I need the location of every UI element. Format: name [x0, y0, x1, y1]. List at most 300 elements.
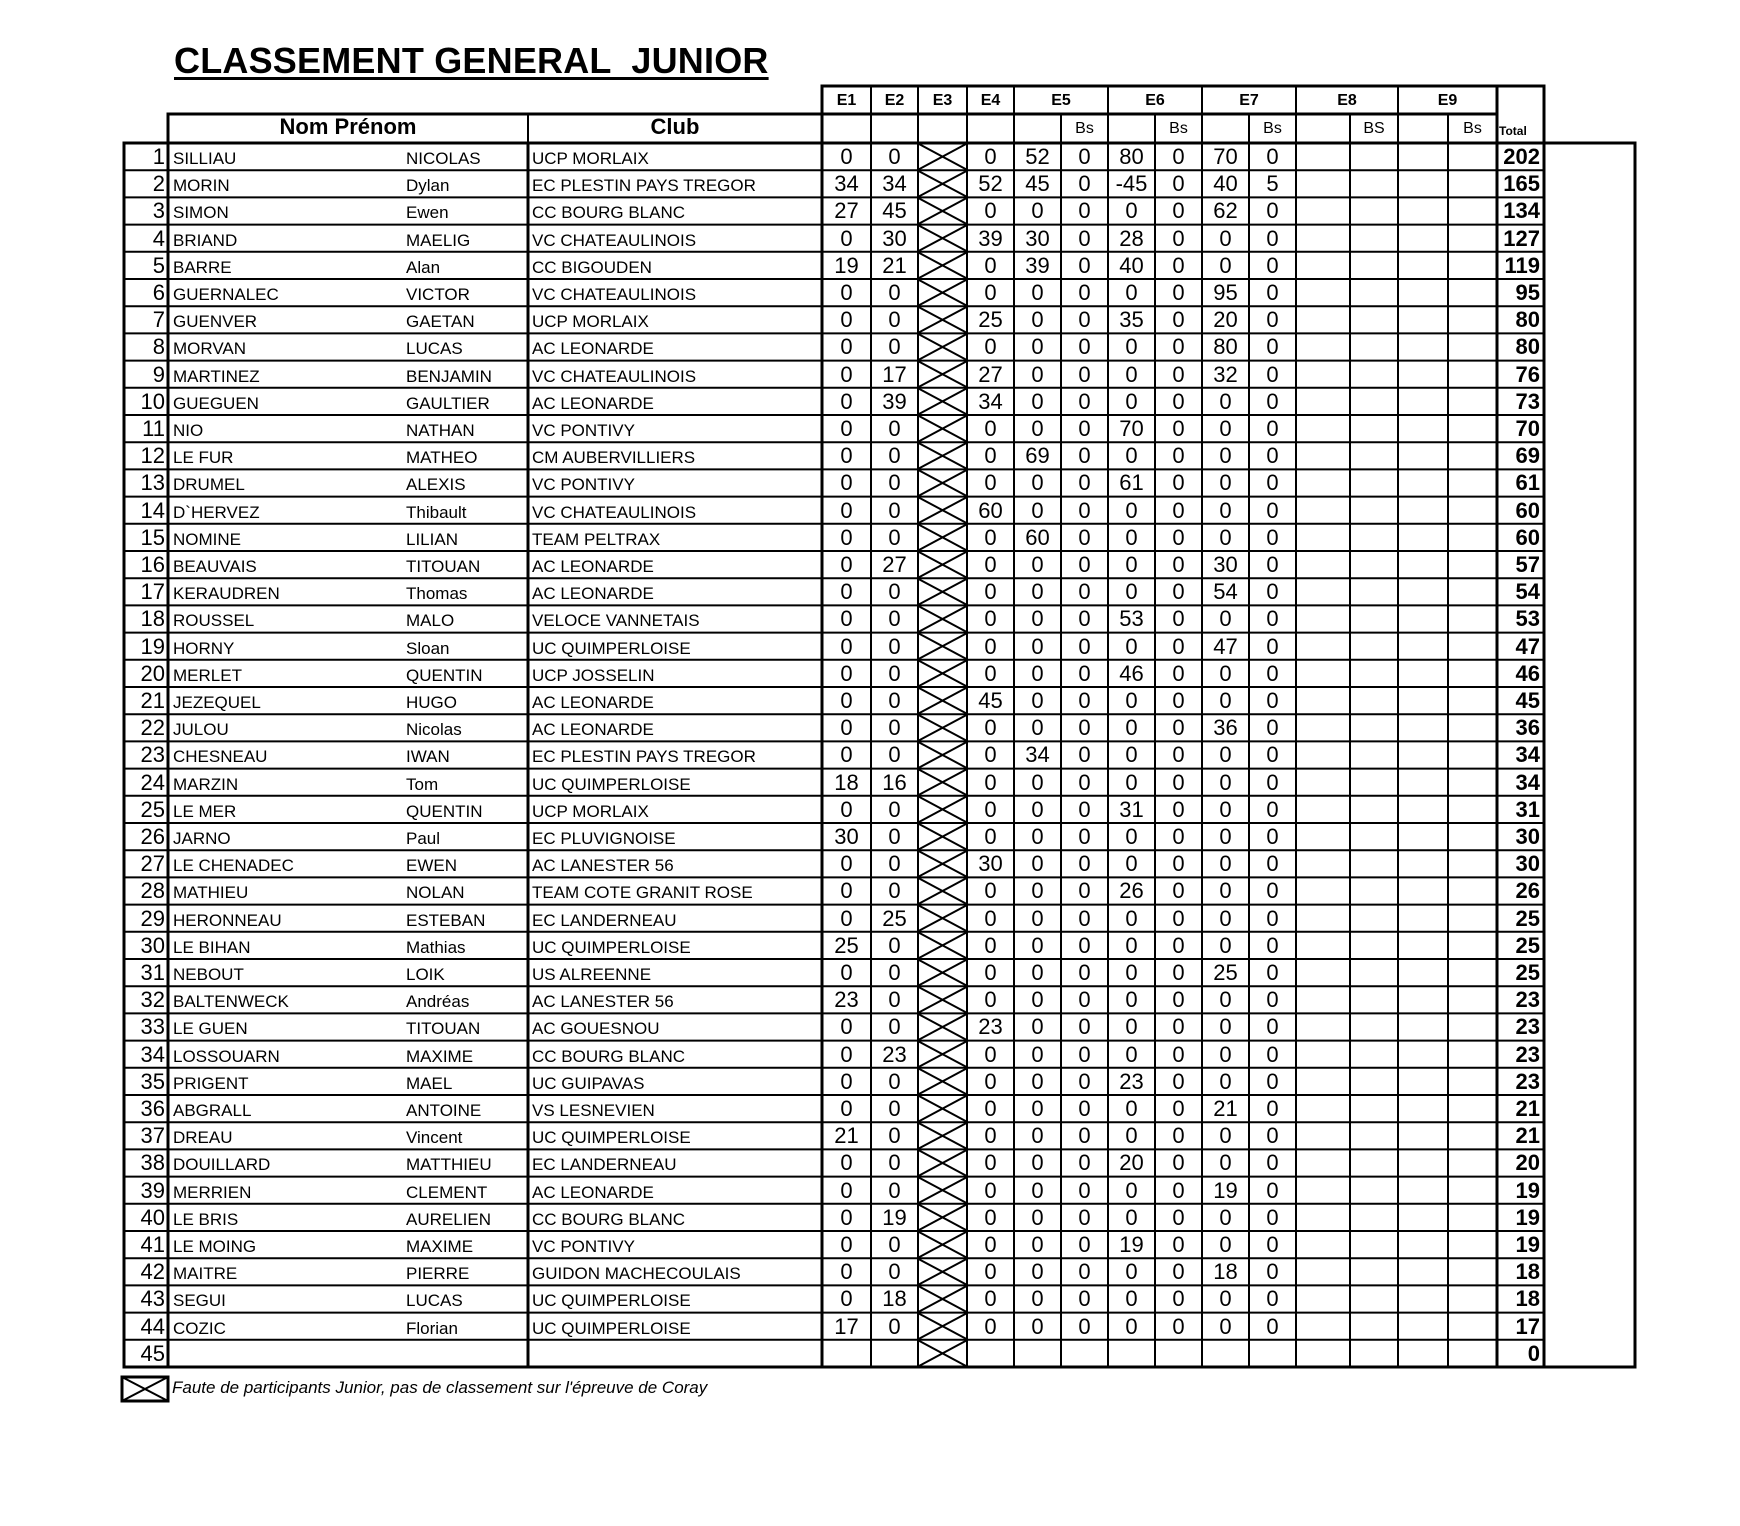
score-cell: 0: [984, 1259, 997, 1285]
score-cell: 27: [882, 552, 907, 577]
score-cell: [1296, 469, 1350, 496]
cross-box-icon: [919, 280, 966, 305]
score-cell: 0: [888, 443, 901, 469]
score-cell: 0: [1219, 878, 1232, 904]
score-cell: 30: [834, 824, 859, 849]
first-name-cell: TITOUAN: [406, 1019, 481, 1039]
score-cell: 0: [1219, 252, 1232, 278]
score-cell: 0: [1031, 824, 1044, 849]
club-cell: UC QUIMPERLOISE: [532, 937, 691, 957]
score-cell: [1350, 225, 1398, 252]
score-cell: 0: [840, 361, 853, 387]
score-cell: [1398, 551, 1448, 578]
club-cell: EC LANDERNEAU: [532, 1155, 677, 1175]
score-cell: 0: [1219, 416, 1232, 441]
score-cell: 0: [1078, 905, 1091, 931]
score-cell: 0: [1078, 361, 1091, 387]
score-cell: [1398, 1177, 1448, 1204]
score-cell: 0: [1031, 579, 1044, 605]
score-cell: 0: [1172, 878, 1185, 904]
score-cell: 0: [984, 1096, 997, 1121]
score-cell: 0: [888, 1014, 901, 1040]
score-cell: 0: [984, 987, 997, 1013]
score-cell: 19: [834, 252, 859, 278]
score-cell: 80: [1119, 144, 1144, 169]
score-cell: 0: [840, 960, 853, 985]
rank-cell: 37: [140, 1123, 165, 1149]
last-name-cell: CHESNEAU: [173, 747, 268, 767]
total-header: Total: [1499, 124, 1527, 138]
total-cell: 18: [1515, 1259, 1540, 1285]
club-cell: CC BIGOUDEN: [532, 257, 652, 277]
score-cell: 0: [1078, 1014, 1091, 1040]
cross-box-icon: [919, 198, 966, 223]
score-cell: 0: [1031, 470, 1044, 496]
score-cell: 0: [1266, 1259, 1279, 1285]
club-cell: AC LEONARDE: [532, 1182, 654, 1202]
score-cell: 0: [1172, 1177, 1185, 1203]
score-cell: 0: [1031, 1150, 1044, 1176]
club-cell: EC PLESTIN PAYS TREGOR: [532, 176, 756, 196]
score-cell: [1398, 524, 1448, 551]
score-cell: [1350, 905, 1398, 932]
score-cell: [1108, 1340, 1155, 1367]
score-cell: 0: [1172, 307, 1185, 333]
score-cell: 0: [1172, 1041, 1185, 1067]
score-cell: 0: [1219, 1232, 1232, 1257]
cross-box-icon: [919, 1178, 966, 1203]
score-cell: 0: [1219, 1014, 1232, 1040]
score-cell: 0: [1266, 1150, 1279, 1176]
score-cell: [1350, 714, 1398, 741]
last-name-cell: KERAUDREN: [173, 584, 280, 604]
score-cell: 0: [1172, 552, 1185, 577]
score-cell: [1350, 306, 1398, 333]
score-cell: [1296, 1149, 1350, 1176]
score-cell: 39: [978, 225, 1003, 251]
score-cell: 0: [840, 307, 853, 333]
rank-cell: 33: [140, 1014, 165, 1040]
score-cell: 0: [1266, 470, 1279, 496]
score-cell: [1448, 333, 1497, 360]
score-cell: 0: [840, 905, 853, 931]
score-cell: [1448, 986, 1497, 1013]
score-cell: 0: [1125, 1177, 1138, 1203]
rank-cell: 34: [140, 1041, 165, 1067]
total-cell: 23: [1515, 987, 1540, 1013]
score-cell: 0: [1031, 1286, 1044, 1312]
score-cell: 0: [984, 960, 997, 985]
score-cell: 0: [888, 497, 901, 523]
score-cell: 0: [1266, 416, 1279, 441]
rank-cell: 7: [152, 307, 165, 333]
score-cell: 0: [984, 769, 997, 795]
score-cell: [1448, 1285, 1497, 1312]
score-cell: 17: [834, 1313, 859, 1339]
score-cell: 19: [1119, 1232, 1144, 1257]
first-name-cell: MATTHIEU: [406, 1155, 492, 1175]
score-cell: 39: [882, 388, 907, 414]
cross-box-icon: [919, 1341, 966, 1366]
score-cell: 0: [1266, 225, 1279, 251]
score-cell: 0: [840, 524, 853, 550]
score-cell: 0: [1172, 905, 1185, 931]
last-name-cell: BARRE: [173, 257, 232, 277]
score-cell: 0: [1172, 1150, 1185, 1176]
score-cell: 19: [882, 1204, 907, 1230]
score-cell: [1398, 905, 1448, 932]
score-cell: [1350, 497, 1398, 524]
score-cell: [1448, 877, 1497, 904]
score-cell: 34: [882, 171, 907, 197]
club-cell: UC QUIMPERLOISE: [532, 638, 691, 658]
score-cell: 0: [840, 1068, 853, 1094]
score-cell: 0: [1031, 497, 1044, 523]
club-cell: AC LEONARDE: [532, 557, 654, 576]
score-cell: [1296, 143, 1350, 170]
score-cell: 70: [1119, 416, 1144, 441]
score-cell: 0: [1125, 334, 1138, 360]
first-name-cell: MATHEO: [406, 448, 478, 468]
score-cell: [1398, 605, 1448, 632]
score-cell: [1296, 850, 1350, 877]
total-cell: 26: [1515, 878, 1540, 904]
score-cell: 80: [1213, 334, 1238, 360]
score-cell: 0: [1031, 1259, 1044, 1285]
score-cell: 0: [984, 416, 997, 441]
score-cell: 0: [1266, 715, 1279, 741]
total-cell: 95: [1515, 280, 1540, 305]
score-cell: [1296, 905, 1350, 932]
score-cell: [1398, 877, 1448, 904]
score-cell: [1448, 823, 1497, 850]
cross-box-icon: [919, 906, 966, 931]
score-cell: [1296, 633, 1350, 660]
score-cell: 0: [1219, 851, 1232, 877]
score-cell: 0: [1219, 987, 1232, 1013]
cross-box-icon: [919, 498, 966, 523]
score-cell: 0: [888, 470, 901, 496]
score-cell: 46: [1119, 660, 1144, 686]
score-cell: 0: [1172, 932, 1185, 958]
rank-cell: 40: [140, 1204, 165, 1230]
rank-cell: 3: [152, 198, 165, 224]
score-cell: 0: [1219, 1204, 1232, 1230]
score-cell: 0: [984, 1123, 997, 1149]
rank-cell: 39: [140, 1177, 165, 1203]
cross-box-icon: [919, 634, 966, 659]
last-name-cell: SILLIAU: [173, 149, 237, 168]
legend-text: Faute de participants Junior, pas de classement sur l'épreuve de Coray: [172, 1378, 708, 1397]
score-cell: [1448, 1177, 1497, 1204]
score-cell: 0: [840, 1150, 853, 1176]
score-cell: [1398, 986, 1448, 1013]
score-cell: 0: [1031, 1313, 1044, 1339]
score-cell: 0: [1078, 1096, 1091, 1121]
first-name-cell: TITOUAN: [406, 557, 481, 576]
score-cell: 0: [1078, 742, 1091, 768]
total-cell: 25: [1515, 932, 1540, 958]
first-name-cell: MALO: [406, 611, 455, 631]
score-cell: [1448, 687, 1497, 714]
cross-box-icon: [919, 334, 966, 359]
score-cell: 0: [1266, 987, 1279, 1013]
club-cell: CC BOURG BLANC: [532, 203, 686, 223]
score-cell: [1350, 1149, 1398, 1176]
total-cell: 76: [1515, 361, 1540, 387]
score-cell: 0: [1078, 987, 1091, 1013]
last-name-cell: DREAU: [173, 1128, 233, 1148]
score-cell: 0: [888, 1259, 901, 1285]
score-cell: 0: [984, 660, 997, 686]
first-name-cell: NOLAN: [406, 883, 465, 903]
score-cell: [1448, 578, 1497, 605]
score-cell: 0: [1125, 280, 1138, 305]
cross-box-icon: [919, 1259, 966, 1284]
score-cell: 95: [1213, 280, 1238, 305]
last-name-cell: ABGRALL: [173, 1101, 252, 1120]
score-cell: [1398, 1340, 1448, 1367]
score-cell: 0: [840, 878, 853, 904]
score-cell: 0: [984, 1150, 997, 1176]
score-cell: 34: [1025, 742, 1050, 768]
rank-cell: 23: [140, 742, 165, 768]
score-cell: 0: [1266, 198, 1279, 224]
score-cell: 0: [1172, 443, 1185, 469]
score-cell: [1296, 1177, 1350, 1204]
first-name-cell: ALEXIS: [406, 475, 466, 495]
cross-box-icon: [919, 1096, 966, 1121]
club-cell: VC PONTIVY: [532, 421, 635, 440]
first-name-cell: MAXIME: [406, 1237, 474, 1256]
score-cell: [1398, 1068, 1448, 1095]
score-cell: 0: [840, 1204, 853, 1230]
rank-cell: 2: [152, 171, 165, 197]
first-name-cell: PIERRE: [406, 1264, 470, 1284]
score-cell: 40: [1119, 252, 1144, 278]
rank-cell: 15: [140, 524, 165, 550]
score-cell: 0: [888, 1150, 901, 1176]
score-cell: [1350, 1013, 1398, 1040]
score-cell: 0: [1078, 416, 1091, 441]
score-cell: [1296, 1231, 1350, 1258]
score-cell: 30: [1213, 552, 1238, 577]
score-cell: [1350, 660, 1398, 687]
club-cell: EC PLESTIN PAYS TREGOR: [532, 747, 756, 767]
score-cell: 0: [1078, 1068, 1091, 1094]
total-cell: 60: [1515, 497, 1540, 523]
score-cell: 0: [1219, 443, 1232, 469]
score-cell: 39: [1025, 252, 1050, 278]
score-cell: 60: [978, 497, 1003, 523]
cross-box-icon: [919, 960, 966, 985]
total-cell: 34: [1515, 742, 1540, 768]
first-name-cell: GAULTIER: [406, 393, 490, 413]
score-cell: [1350, 959, 1398, 986]
score-cell: [1350, 932, 1398, 959]
score-cell: 0: [1266, 334, 1279, 360]
score-cell: 0: [1172, 225, 1185, 251]
first-name-cell: Sloan: [406, 638, 450, 658]
score-cell: 0: [1031, 198, 1044, 224]
score-cell: 62: [1213, 198, 1238, 224]
score-cell: [1448, 1231, 1497, 1258]
score-cell: 0: [1266, 1204, 1279, 1230]
first-name-cell: ANTOINE: [406, 1101, 482, 1120]
last-name-cell: JULOU: [173, 720, 229, 740]
score-cell: 0: [1078, 307, 1091, 333]
score-cell: 0: [1266, 1286, 1279, 1312]
rank-cell: 5: [152, 252, 165, 278]
score-cell: [1398, 279, 1448, 306]
score-cell: 34: [834, 171, 859, 197]
last-name-cell: HORNY: [173, 638, 235, 658]
score-cell: 0: [984, 824, 997, 849]
score-cell: [1296, 497, 1350, 524]
score-cell: 0: [1266, 824, 1279, 849]
score-cell: 0: [1078, 470, 1091, 496]
score-cell: [1350, 361, 1398, 388]
score-cell: 0: [1078, 1150, 1091, 1176]
score-cell: 0: [1266, 252, 1279, 278]
score-cell: 0: [984, 1286, 997, 1312]
first-name-cell: Tom: [406, 774, 439, 794]
score-cell: 0: [888, 1068, 901, 1094]
last-name-cell: NEBOUT: [173, 965, 244, 984]
club-cell: AC LEONARDE: [532, 693, 654, 712]
score-cell: 0: [1266, 1123, 1279, 1149]
cross-box-icon: [919, 1042, 966, 1067]
score-cell: 0: [1078, 144, 1091, 169]
score-cell: [1398, 1313, 1448, 1340]
score-cell: 0: [1125, 905, 1138, 931]
score-cell: 0: [888, 416, 901, 441]
score-cell: [1296, 1340, 1350, 1367]
score-cell: [1398, 660, 1448, 687]
score-cell: [1398, 361, 1448, 388]
score-cell: 0: [1125, 1286, 1138, 1312]
bonus-header-1: Bs: [1075, 120, 1094, 137]
score-cell: 28: [1119, 225, 1144, 251]
score-cell: 0: [1078, 688, 1091, 713]
score-cell: 0: [840, 1041, 853, 1067]
score-cell: [1448, 361, 1497, 388]
score-cell: [1448, 442, 1497, 469]
club-cell: UCP MORLAIX: [532, 801, 649, 821]
last-name-cell: MERLET: [173, 665, 242, 685]
total-cell: 127: [1503, 225, 1540, 251]
score-cell: 27: [978, 361, 1003, 387]
score-cell: 0: [1172, 1096, 1185, 1121]
cross-box-icon: [919, 851, 966, 876]
score-cell: [1398, 932, 1448, 959]
score-cell: 0: [1266, 796, 1279, 822]
score-cell: 0: [1219, 660, 1232, 686]
club-cell: VC CHATEAULINOIS: [532, 285, 697, 304]
score-cell: 0: [888, 932, 901, 958]
score-cell: 0: [984, 742, 997, 768]
score-cell: [1202, 1340, 1249, 1367]
score-cell: -45: [1115, 171, 1148, 197]
score-cell: [967, 1340, 1014, 1367]
score-cell: 0: [1172, 824, 1185, 849]
last-name-cell: LE MOING: [173, 1237, 257, 1256]
score-cell: 35: [1119, 307, 1144, 333]
score-cell: [1398, 415, 1448, 442]
score-cell: 0: [1078, 1041, 1091, 1067]
score-cell: 0: [1031, 606, 1044, 632]
score-cell: 0: [1219, 1286, 1232, 1312]
event-header-8: E8: [1337, 92, 1357, 109]
score-cell: 0: [1172, 633, 1185, 659]
club-cell: AC LANESTER 56: [532, 992, 674, 1012]
last-name-cell: BEAUVAIS: [173, 557, 257, 576]
last-name-cell: LE MER: [173, 801, 237, 821]
score-cell: 0: [984, 1204, 997, 1230]
score-cell: 52: [1025, 144, 1050, 169]
score-cell: 45: [882, 198, 907, 224]
score-cell: 0: [1266, 932, 1279, 958]
score-cell: 0: [1172, 987, 1185, 1013]
cross-box-icon: [919, 987, 966, 1012]
club-cell: VC CHATEAULINOIS: [532, 502, 697, 522]
score-cell: 0: [840, 1259, 853, 1285]
cross-box-icon: [919, 443, 966, 468]
score-cell: 0: [984, 334, 997, 360]
club-cell: AC LEONARDE: [532, 393, 654, 413]
cross-box-icon: [919, 933, 966, 958]
cross-box-icon: [919, 416, 966, 441]
score-cell: [1398, 306, 1448, 333]
score-cell: 0: [888, 334, 901, 360]
name-header: Nom Prénom: [279, 114, 417, 139]
score-cell: [1398, 497, 1448, 524]
score-cell: [1296, 660, 1350, 687]
score-cell: [1296, 823, 1350, 850]
score-cell: 0: [1031, 960, 1044, 985]
score-cell: 0: [840, 388, 853, 414]
score-cell: 0: [1266, 280, 1279, 305]
rank-cell: 32: [140, 987, 165, 1013]
score-cell: 0: [1219, 1123, 1232, 1149]
total-cell: 25: [1515, 905, 1540, 931]
score-cell: 0: [840, 606, 853, 632]
score-cell: [1448, 633, 1497, 660]
score-cell: 0: [888, 307, 901, 333]
score-cell: 0: [1125, 552, 1138, 577]
last-name-cell: MARTINEZ: [173, 366, 260, 386]
first-name-cell: Vincent: [406, 1128, 463, 1148]
total-cell: 36: [1515, 715, 1540, 741]
score-cell: 0: [1266, 1232, 1279, 1257]
score-cell: 0: [1031, 334, 1044, 360]
score-cell: 0: [1078, 388, 1091, 414]
score-cell: 0: [888, 987, 901, 1013]
total-cell: 165: [1503, 171, 1540, 197]
score-cell: 0: [1125, 1259, 1138, 1285]
score-cell: 0: [1078, 633, 1091, 659]
event-header-4: E4: [980, 92, 1001, 109]
score-cell: 0: [888, 1177, 901, 1203]
score-cell: 0: [984, 633, 997, 659]
cross-box-icon: [919, 226, 966, 251]
total-cell: 23: [1515, 1068, 1540, 1094]
first-name-cell: Andréas: [406, 992, 470, 1012]
score-cell: 0: [984, 796, 997, 822]
score-cell: 0: [1219, 769, 1232, 795]
last-name-cell: LE BRIS: [173, 1209, 239, 1229]
score-cell: 0: [888, 1232, 901, 1257]
